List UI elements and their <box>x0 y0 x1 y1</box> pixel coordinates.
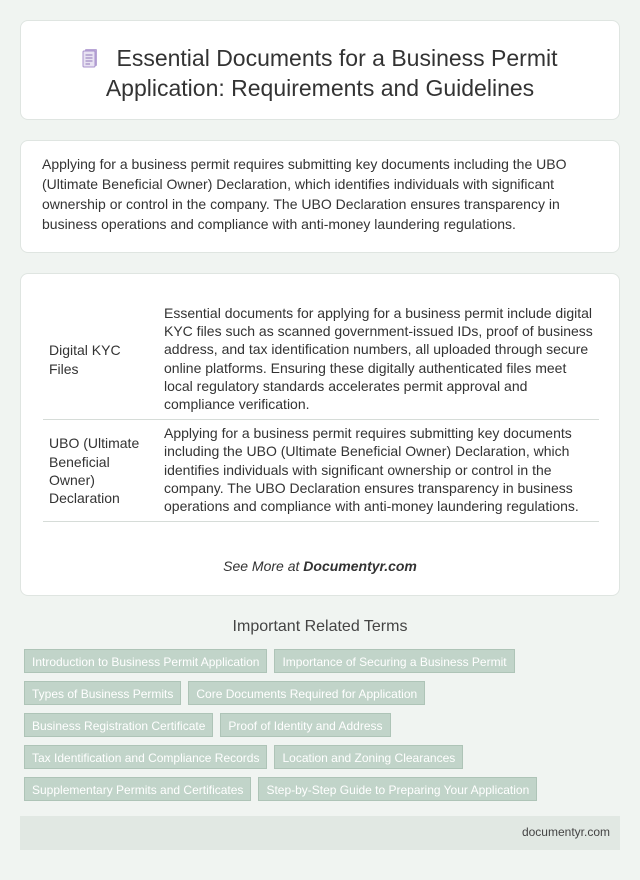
page-title-line2: Application: Requirements and Guidelines <box>105 75 535 101</box>
documents-table <box>43 300 599 522</box>
table-cell-term: Digital KYC Files <box>43 300 158 420</box>
related-term-tag[interactable]: Introduction to Business Permit Application <box>24 649 267 673</box>
table-row <box>43 300 599 420</box>
table-cell-description: Applying for a business permit requires submitting key documents including the UBO (Ultimate Beneficial Owner) Declaration, which identifies individuals with significant ownership or control in the company. The UBO Declaration ensures transparency in business operations and compliance with anti-money laundering regulations. <box>158 420 599 522</box>
related-term-tag[interactable]: Core Documents Required for Application <box>188 681 425 705</box>
related-terms-list <box>24 649 624 809</box>
related-term-tag[interactable]: Location and Zoning Clearances <box>274 745 463 769</box>
see-more-prefix: See More at <box>223 558 300 574</box>
related-term-tag[interactable]: Tax Identification and Compliance Records <box>24 745 267 769</box>
intro-card <box>20 140 620 253</box>
footer <box>20 816 620 850</box>
related-term-tag[interactable]: Types of Business Permits <box>24 681 181 705</box>
footer-site-link[interactable]: documentyr.com <box>521 825 610 839</box>
tag-row <box>24 713 624 745</box>
related-term-tag[interactable]: Business Registration Certificate <box>24 713 213 737</box>
tag-row <box>24 777 624 809</box>
page-title-line1: Essential Documents for a Business Permit <box>116 45 558 71</box>
title-card <box>20 20 620 120</box>
related-term-tag[interactable]: Supplementary Permits and Certificates <box>24 777 251 801</box>
see-more-link[interactable] <box>21 558 619 574</box>
related-term-tag[interactable]: Importance of Securing a Business Permit <box>274 649 514 673</box>
page-title <box>21 43 619 103</box>
table-cell-description: Essential documents for applying for a business permit include digital KYC files such as scanned government-issued IDs, proof of business address, and tax identification numbers, all uploaded through secure online platforms. Ensuring these digitally authenticated files meet local regulatory standards accelerates permit approval and compliance verification. <box>158 300 599 420</box>
related-term-tag[interactable]: Proof of Identity and Address <box>220 713 390 737</box>
tag-row <box>24 681 624 713</box>
related-terms-heading: Important Related Terms <box>232 618 408 635</box>
intro-text: Applying for a business permit requires submitting key documents including the UBO (Ultimate Beneficial Owner) Declaration, which identifies individuals with significant ownership or control in the company. The UBO Declaration ensures transparency in business operations and compliance with anti-money laundering regulations. <box>42 156 567 232</box>
tag-row <box>24 745 624 777</box>
documents-table-card <box>20 273 620 596</box>
see-more-site[interactable]: Documentyr.com <box>303 558 417 574</box>
related-term-tag[interactable]: Step-by-Step Guide to Preparing Your Application <box>258 777 537 801</box>
tag-row <box>24 649 624 681</box>
document-icon <box>82 45 98 65</box>
table-cell-term: UBO (Ultimate Beneficial Owner) Declaration <box>43 420 158 522</box>
table-row <box>43 420 599 522</box>
